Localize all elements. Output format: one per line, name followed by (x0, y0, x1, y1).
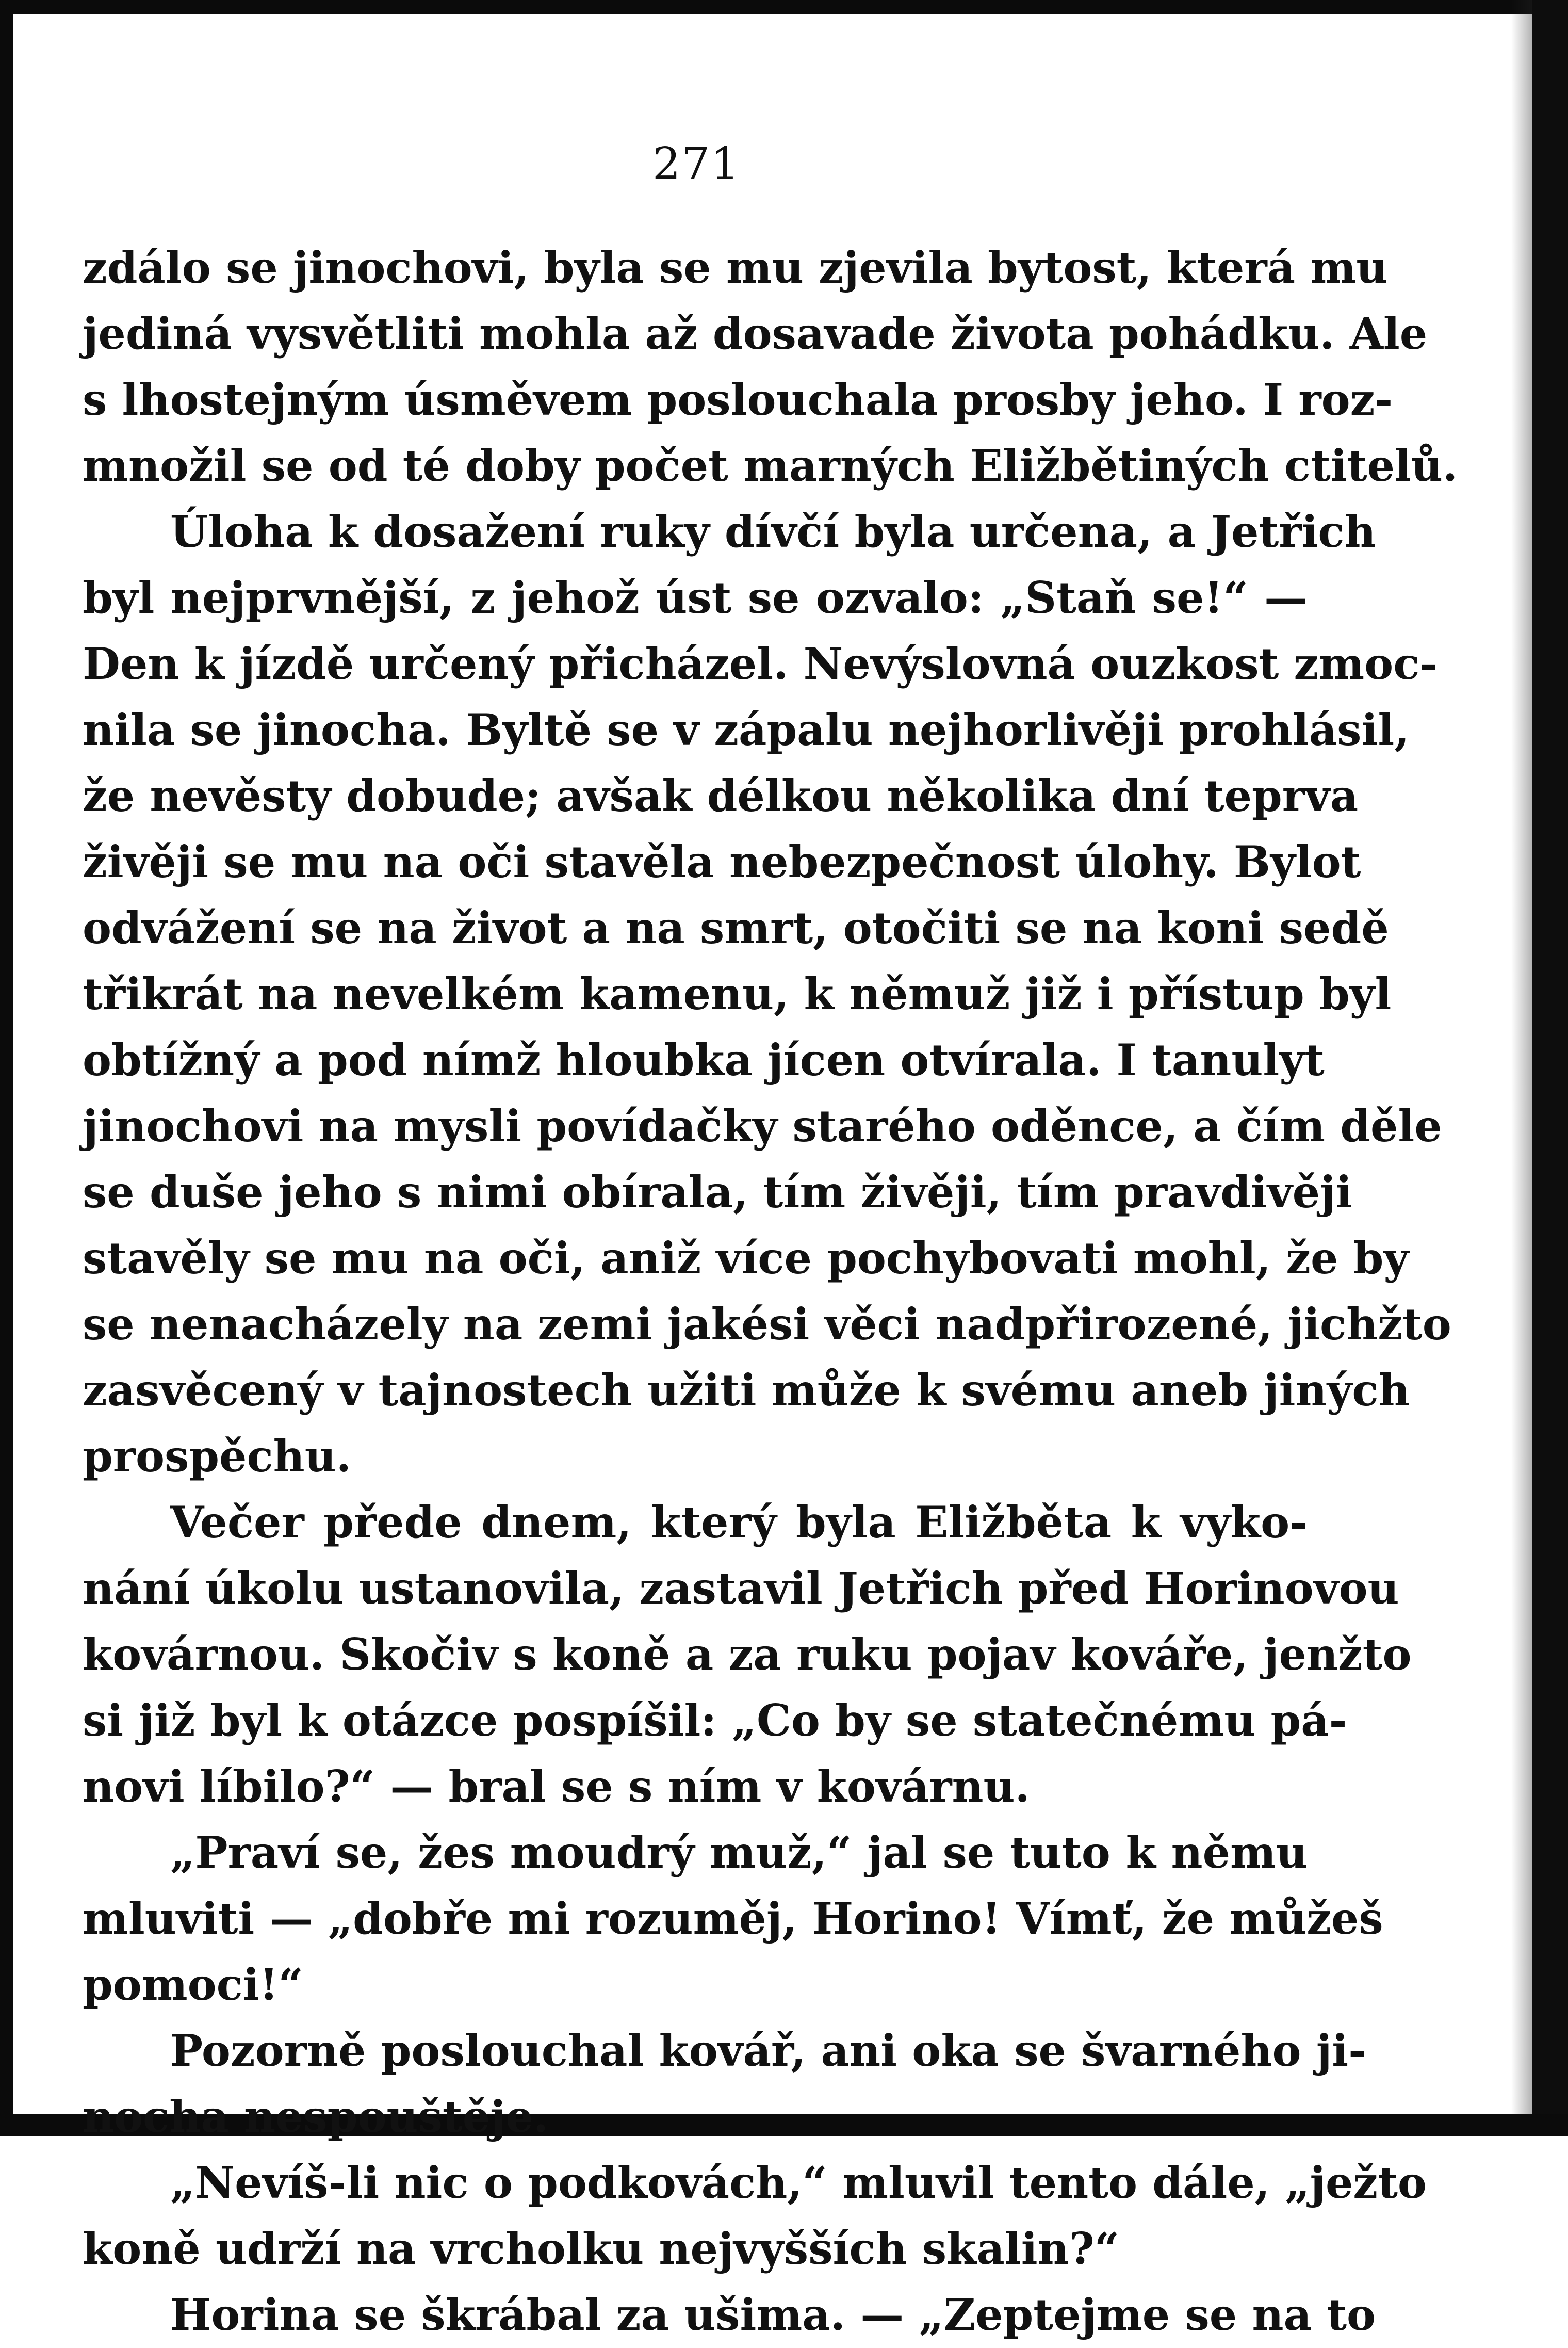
text-line: nání úkolu ustanovila, zastavil Jetřich před Horinovou (83, 1563, 1399, 1614)
text-line: množil se od té doby počet marných Eližbětiných ctitelů. (83, 440, 1458, 491)
text-line: koně udrží na vrcholku nejvyšších skalin?“ (83, 2223, 1120, 2274)
text-line: kovárnou. Skočiv s koně a za ruku pojav kováře, jenžto (83, 1629, 1412, 1680)
scan-border-left (0, 0, 13, 2136)
text-line: „Nevíš-li nic o podkovách,“ mluvil tento dále, „ježto (170, 2157, 1427, 2208)
text-line: se nenacházely na zemi jakési věci nadpřirozené, jichžto (83, 1299, 1451, 1350)
text-line: Večer přede dnem, který byla Eližběta k vyko- (170, 1497, 1308, 1548)
text-line: prospěchu. (83, 1431, 352, 1482)
text-line: zasvěcený v tajnostech užiti může k svému aneb jiných (83, 1365, 1410, 1416)
text-line: nila se jinocha. Byltě se v zápalu nejhorlivěji prohlásil, (83, 704, 1410, 755)
text-line: byl nejprvnější, z jehož úst se ozvalo: „Staň se!“ — (83, 572, 1308, 623)
text-line: se duše jeho s nimi obírala, tím živěji, tím pravdivěji (83, 1167, 1352, 1218)
text-line: stavěly se mu na oči, aniž více pochybovati mohl, že by (83, 1233, 1409, 1284)
text-line: zdálo se jinochovi, byla se mu zjevila bytost, která mu (83, 242, 1388, 293)
text-line: Den k jízdě určený přicházel. Nevýslovná ouzkost zmoc- (83, 638, 1438, 689)
text-line: jediná vysvětliti mohla až dosavade života pohádku. Ale (83, 308, 1428, 359)
text-line: odvážení se na život a na smrt, otočiti se na koni sedě (83, 902, 1389, 953)
text-line: mluviti — „dobře mi rozuměj, Horino! Vímť, že můžeš (83, 1893, 1383, 1944)
text-line: obtížný a pod nímž hloubka jícen otvírala. I tanulyt (83, 1034, 1325, 1086)
text-line: Úloha k dosažení ruky dívčí byla určena, a Jetřich (170, 506, 1376, 557)
scan-border-top (0, 0, 1568, 14)
text-line: Pozorně poslouchal kovář, ani oka se švarného ji- (170, 2025, 1366, 2076)
text-line: pomoci!“ (83, 1959, 303, 2010)
text-line: s lhostejným úsměvem poslouchala prosby jeho. I roz- (83, 374, 1393, 425)
text-line: nocha nespouštěje. (83, 2091, 549, 2142)
text-line: Horina se škrábal za ušima. — „Zeptejme se na to (170, 2289, 1376, 2340)
page-edge-shadow (1511, 0, 1532, 2136)
text-line: třikrát na nevelkém kamenu, k němuž již i přístup byl (83, 968, 1392, 1019)
body-text (83, 235, 1458, 2348)
text-line: jinochovi na mysli povídačky starého oděnce, a čím děle (83, 1100, 1442, 1152)
text-line: živěji se mu na oči stavěla nebezpečnost úlohy. Bylot (83, 836, 1361, 887)
page-number: 271 (652, 138, 741, 190)
text-line: „Praví se, žes moudrý muž,“ jal se tuto k němu (170, 1827, 1308, 1878)
text-line: si již byl k otázce pospíšil: „Co by se statečnému pá- (83, 1695, 1347, 1746)
scan-border-right (1532, 0, 1568, 2136)
text-line: novi líbilo?“ — bral se s ním v kovárnu. (83, 1761, 1030, 1812)
text-line: že nevěsty dobude; avšak délkou několika dní teprva (83, 770, 1359, 821)
